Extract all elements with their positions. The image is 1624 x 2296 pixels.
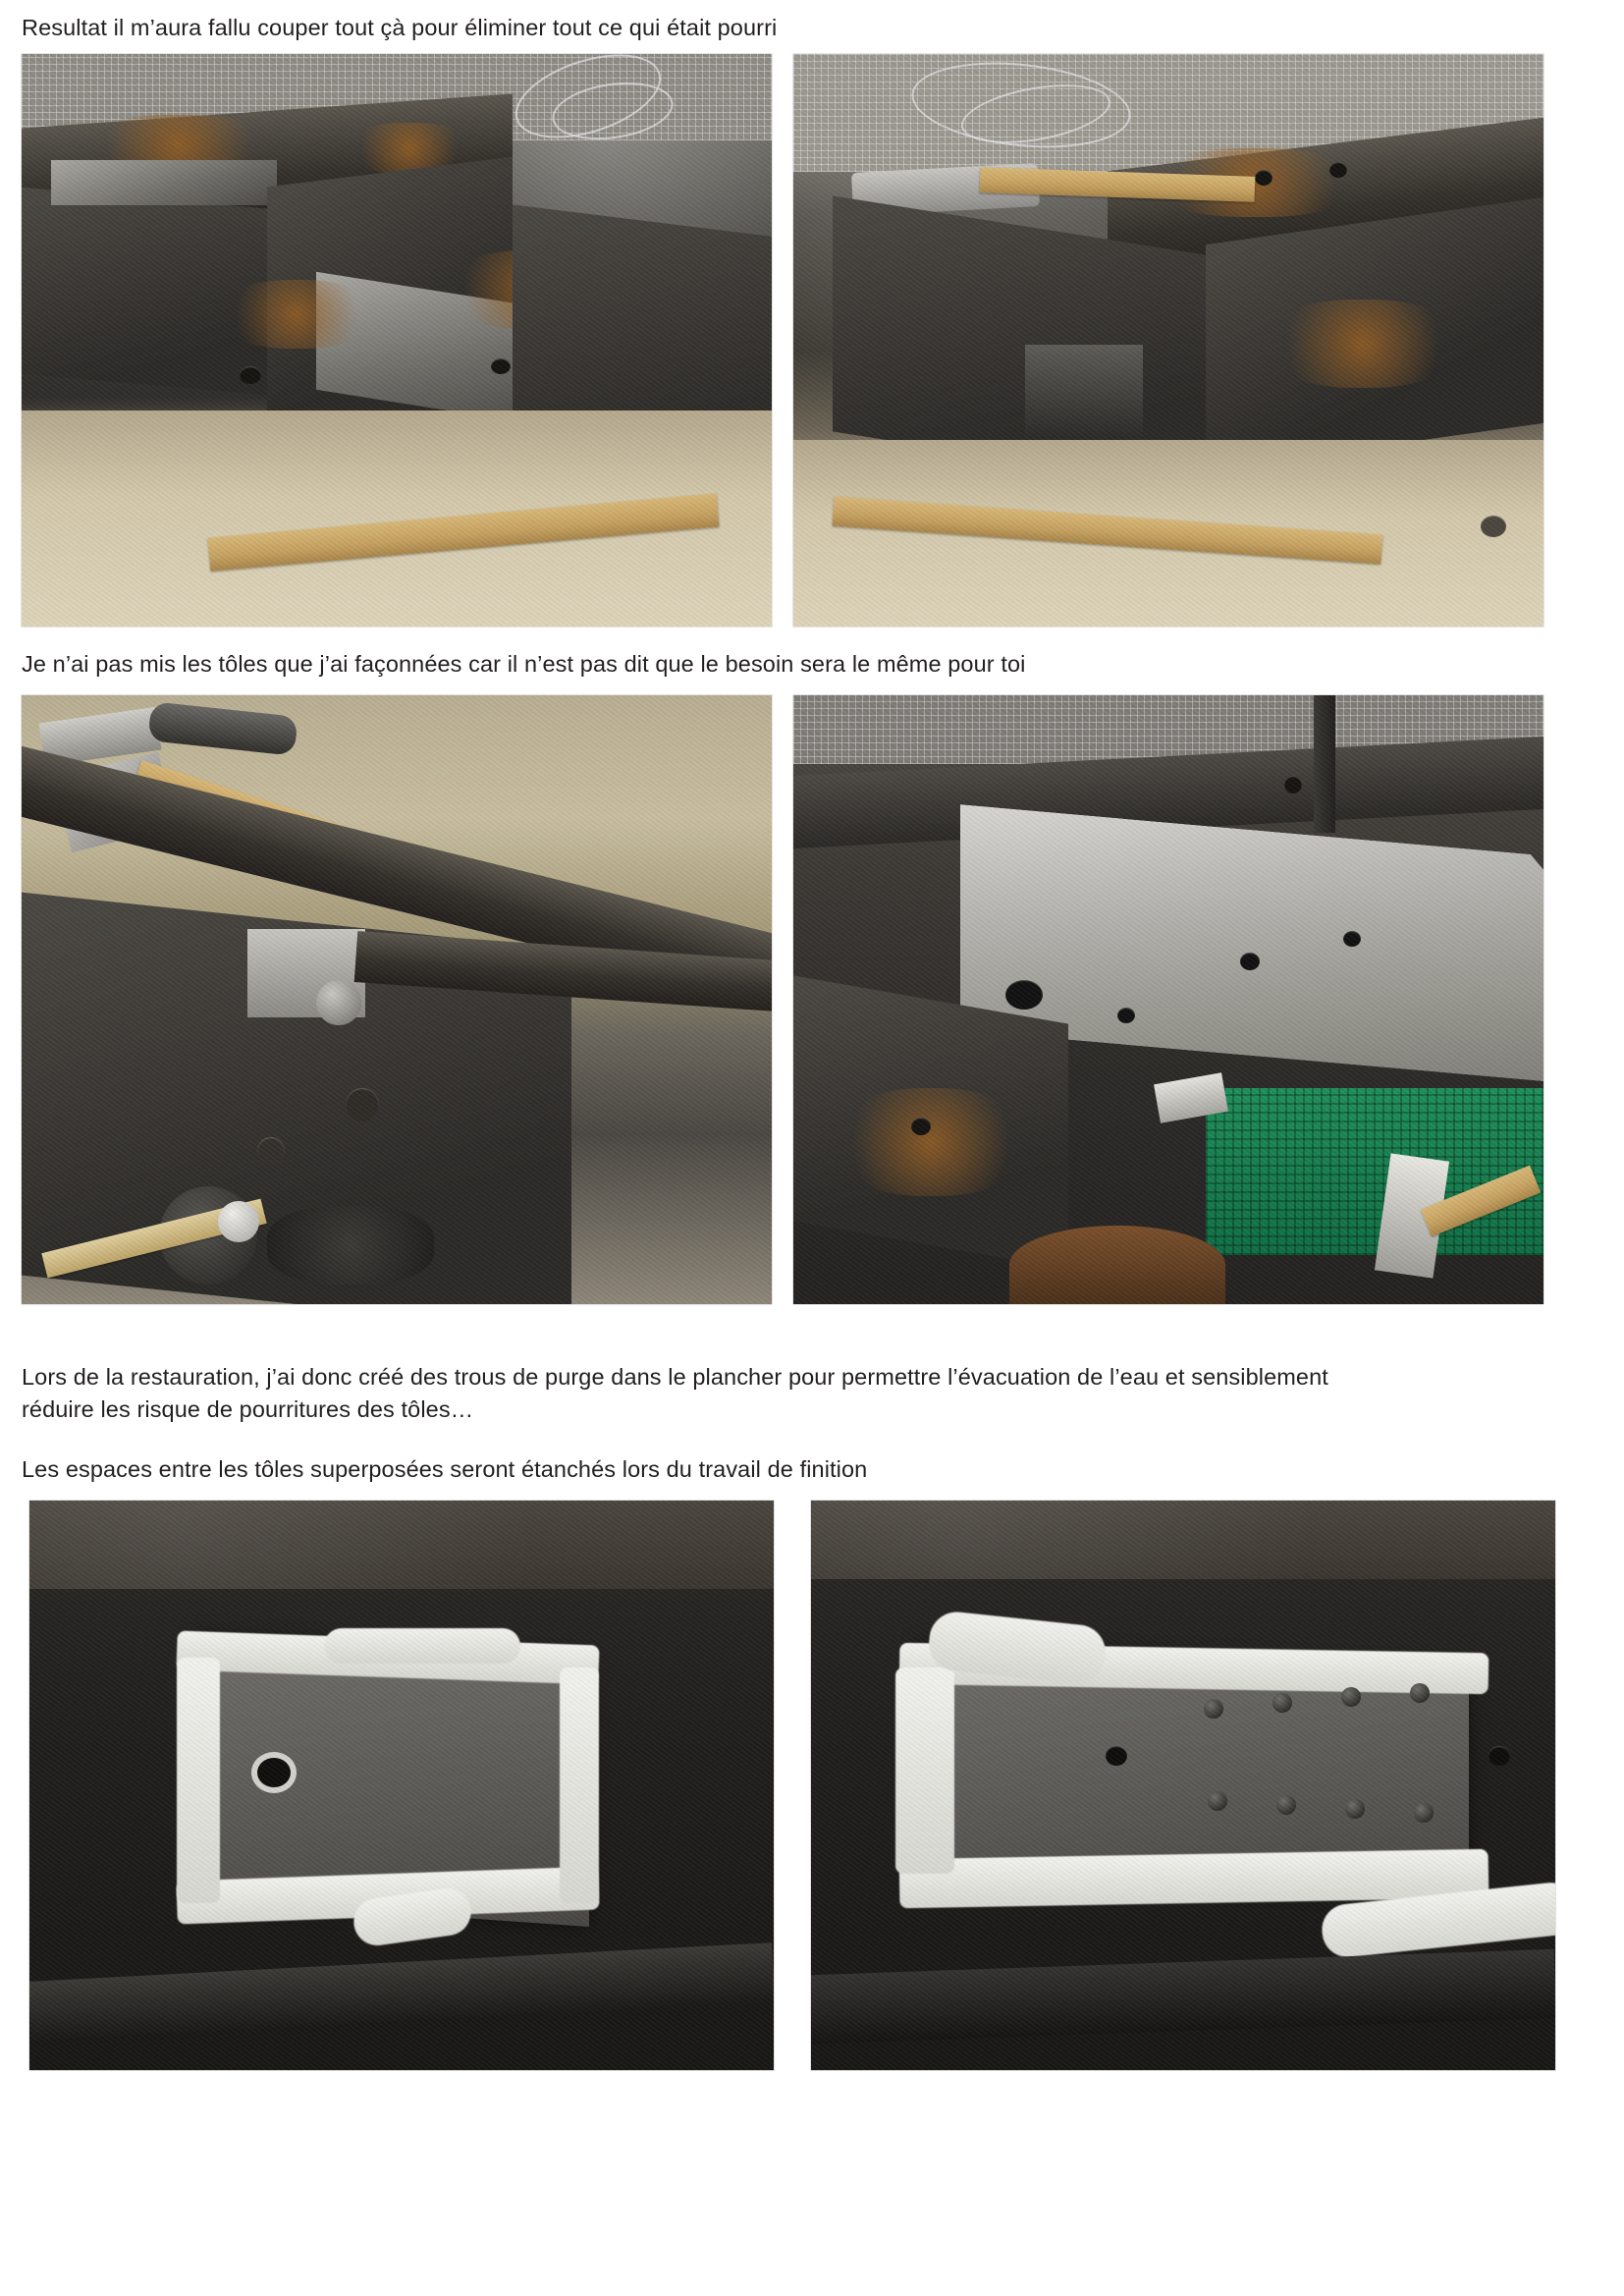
- drain-hole: [1005, 980, 1043, 1010]
- sealant-bead: [560, 1667, 599, 1903]
- caption-paragraph-4: Les espaces entre les tôles superposées seront étanchés lors du travail de finition: [22, 1456, 868, 1483]
- rivet-dimple: [1276, 1795, 1296, 1815]
- photo-row-2: [22, 695, 1602, 1304]
- cut-opening: [1025, 345, 1143, 453]
- round-tool-end: [316, 980, 361, 1025]
- rivet-dimple: [1410, 1683, 1430, 1703]
- rust-spot: [1265, 300, 1461, 388]
- photo-workshop-hammer: [22, 695, 772, 1304]
- bolt-hole: [911, 1118, 931, 1135]
- rivet-dimple: [1345, 1799, 1365, 1819]
- vertical-post: [1314, 695, 1335, 833]
- background-wall: [29, 1501, 774, 1589]
- chassis-beam: [29, 1942, 774, 2041]
- floor-hole: [257, 1137, 285, 1165]
- drain-hole: [1106, 1746, 1127, 1766]
- photo-row-1: [22, 54, 1602, 627]
- bare-metal-edge: [51, 160, 277, 205]
- rivet-dimple: [1272, 1693, 1292, 1713]
- caption-block-3: [22, 1304, 1602, 1487]
- drain-hole: [257, 1758, 291, 1787]
- pliers-tool: [147, 701, 298, 755]
- caption-paragraph-2: Je n’ai pas mis les tôles que j’ai façonnées car il n’est pas dit que le besoin sera le même pour toi: [22, 651, 1026, 678]
- caption-paragraph-3-line-2: réduire les risque de pourritures des tôles…: [22, 1396, 474, 1423]
- drain-hole: [1343, 931, 1361, 947]
- chassis-beam: [811, 1949, 1555, 2044]
- bolt-hole: [1284, 776, 1302, 793]
- floor-hole: [346, 1088, 379, 1121]
- rusty-drum: [1009, 1226, 1225, 1304]
- rust-spot: [218, 280, 375, 349]
- photo-drain-hole-patch-left: [29, 1501, 774, 2070]
- drain-hole: [1117, 1008, 1135, 1023]
- photo-chassis-cut-right: [793, 54, 1543, 627]
- rivet-dimple: [1208, 1791, 1227, 1811]
- background-wall: [811, 1501, 1555, 1579]
- drain-hole: [1489, 1746, 1510, 1766]
- rivet-dimple: [1414, 1803, 1434, 1823]
- rivet-dimple: [1341, 1687, 1361, 1707]
- photo-row-3: [22, 1501, 1602, 2070]
- caption-paragraph-1: Resultat il m’aura fallu couper tout çà pour éliminer tout ce qui était pourri: [22, 15, 778, 40]
- photo-chassis-cut-left: [22, 54, 772, 627]
- rivet-dimple: [1204, 1699, 1223, 1719]
- green-mat: [1206, 1088, 1543, 1255]
- power-tool: [267, 1206, 434, 1285]
- sealant-blob: [324, 1628, 520, 1664]
- sealant-bead: [895, 1667, 954, 1874]
- drain-hole: [1240, 953, 1260, 970]
- photo-drain-hole-patch-right: [811, 1501, 1555, 2070]
- sealant-bead: [177, 1658, 220, 1903]
- rust-spot: [833, 1088, 1029, 1196]
- mallet-head: [218, 1201, 259, 1242]
- caption-paragraph-3-line-1: Lors de la restauration, j’ai donc créé des trous de purge dans le plancher pour permettre l’évacuation de l’eau et sensiblement: [22, 1363, 1328, 1390]
- photo-new-panel-fitted: [793, 695, 1543, 1304]
